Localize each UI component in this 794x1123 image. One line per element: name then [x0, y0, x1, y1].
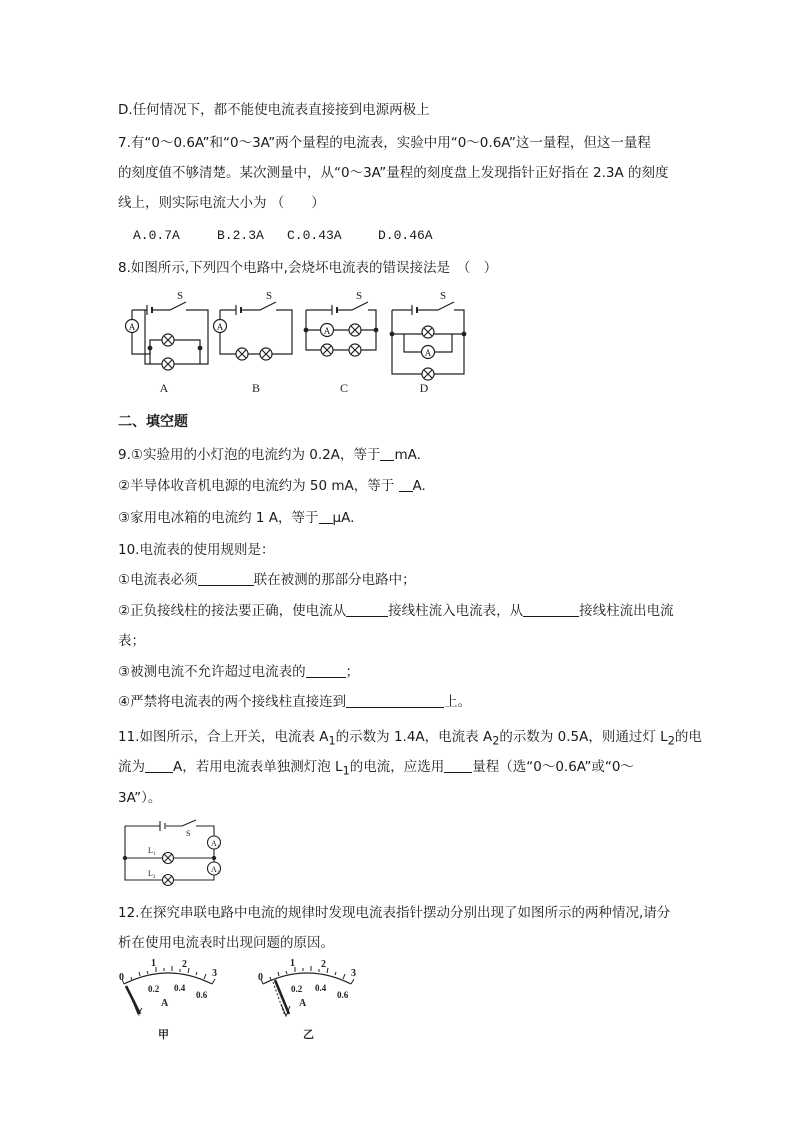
lamp-icon: [163, 853, 174, 864]
section-title: 二、填空题: [118, 414, 188, 430]
switch-label: S: [177, 290, 184, 302]
ammeter-a2-sub: 2: [217, 871, 220, 876]
lamp-icon: [163, 875, 174, 886]
q11-l2-a: 流为: [118, 759, 145, 775]
q10-rule2-cont: 表；: [118, 633, 145, 649]
q11-sub: 1: [342, 764, 350, 778]
lamp-l2-label: L: [148, 869, 153, 878]
q7-options: [133, 226, 433, 246]
q9-l3-text: ③家用电冰箱的电流约 1 A，等于: [118, 510, 319, 526]
switch-label: S: [356, 290, 363, 302]
q9-l2-text: ②半导体收音机电源的电流约为 50 mA，等于: [118, 478, 399, 494]
q9-l3-unit: μA.: [332, 510, 355, 526]
lamp-l1-sub: 1: [153, 852, 156, 857]
q9-l1-unit: mA.: [394, 447, 421, 463]
lamp-l1-label: L: [148, 846, 153, 855]
q7-option-a: A.0.7A: [133, 228, 180, 243]
switch-label: S: [266, 290, 273, 302]
ammeter-icon: A: [424, 348, 432, 358]
lamp-icon: [162, 358, 174, 370]
circuit-label-a: A: [159, 381, 169, 395]
q11-sub: 2: [492, 734, 500, 748]
q9-l1-text: 9.①实验用的小灯泡的电流约为 0.2A，等于: [118, 447, 381, 463]
lamp-icon: [422, 326, 434, 338]
q10-r1-text: ①电流表必须: [118, 572, 198, 588]
meter-caption-yi: 乙: [303, 1029, 314, 1041]
q11-line2: [118, 757, 634, 782]
q11-blank2: [444, 758, 472, 773]
q10-rule2: [118, 601, 674, 621]
meter-tick-0-6: 0.6: [196, 990, 208, 1000]
q10-blank2: [346, 602, 388, 617]
ammeter-icon: A: [323, 326, 331, 336]
meter-tick-0: 0: [258, 972, 263, 983]
meter-tick-2: 2: [182, 959, 187, 970]
circuit-d: [390, 302, 466, 380]
q10-rule1: [118, 570, 416, 590]
lamp-icon: [162, 334, 174, 346]
q11-sub: 1: [328, 734, 336, 748]
q7-option-b: B.2.3A: [217, 228, 264, 243]
lamp-icon: [349, 324, 361, 336]
meter-tick-2: 2: [321, 959, 326, 970]
meter-caption-jia: 甲: [158, 1029, 169, 1041]
q11-line1: [118, 727, 702, 752]
meter-tick-0: 0: [119, 972, 124, 983]
q10-blank5: [346, 693, 444, 708]
q11-l2-d: 量程（选“0～0.6A”或“0～: [472, 759, 634, 775]
q10-r3-tail: ；: [345, 664, 360, 680]
q7-option-d: D.0.46A: [378, 228, 433, 243]
ammeter-icon: A: [211, 839, 217, 848]
q11-line3: 3A”）。: [118, 790, 162, 806]
ammeter-a1-sub: 1: [217, 845, 220, 850]
q9-l2-unit: A.: [412, 478, 426, 494]
ammeter-icon: A: [128, 322, 136, 332]
meter-tick-1: 1: [151, 958, 156, 969]
q6-option-d: D.任何情况下，都不能使电流表直接接到电源两极上: [118, 102, 430, 118]
lamp-l2-sub: 2: [153, 875, 156, 880]
circuit-b: [214, 302, 293, 360]
q11-blank1: [145, 758, 173, 773]
circuit-label-c: C: [339, 381, 349, 395]
q10-r4-text: ④严禁将电流表的两个接线柱直接连到: [118, 694, 347, 710]
lamp-icon: [422, 368, 434, 380]
ammeter-icon: A: [216, 322, 224, 332]
meter-tick-3: 3: [212, 968, 217, 979]
q11-l1-b: 的示数为 1.4A，电流表 A: [335, 729, 493, 745]
q7-stem-line2: 的刻度值不够清楚。某次测量中，从“0～3A”量程的刻度盘上发现指针正好指在 2.3A 的刻度: [118, 165, 669, 181]
q10-blank1: [198, 571, 254, 586]
q9-line2: [118, 476, 426, 496]
q8-circuit-figure: [120, 288, 470, 400]
meter-tick-0-4: 0.4: [174, 983, 186, 993]
q9-blank3: [319, 509, 333, 524]
meter-tick-0-6: 0.6: [337, 990, 349, 1000]
q10-rule3: [118, 662, 359, 682]
lamp-icon: [321, 344, 333, 356]
q10-r4-tail: 上。: [444, 694, 472, 710]
q10-blank4: [306, 663, 346, 678]
switch-label: S: [186, 829, 191, 838]
meter-tick-1: 1: [290, 958, 295, 969]
circuit-a: [126, 302, 209, 370]
lamp-icon: [349, 344, 361, 356]
q10-blank3: [523, 602, 579, 617]
circuit-label-d: D: [419, 381, 429, 395]
q11-l2-c: 的电流，应选用: [349, 759, 445, 775]
ammeter-icon: A: [211, 865, 217, 874]
meter-unit: A: [161, 998, 169, 1009]
meter-tick-0-4: 0.4: [315, 983, 327, 993]
q10-rule4: [118, 692, 471, 712]
q10-r1-tail: 联在被测的那部分电路中；: [253, 572, 416, 588]
q7-stem-line3: 线上，则实际电流大小为 （ ）: [118, 195, 325, 211]
q12-stem-line1: 12.在探究串联电路中电流的规律时发现电流表指针摆动分别出现了如图所示的两种情况,请分: [118, 905, 671, 921]
meter-jia: [116, 958, 226, 1042]
q7-option-c: C.0.43A: [287, 228, 342, 243]
q11-l1-c: 的示数为 0.5A，则通过灯 L: [499, 729, 668, 745]
q10-stem: 10.电流表的使用规则是：: [118, 542, 275, 558]
meter-yi: [255, 958, 365, 1042]
meter-tick-0-2: 0.2: [291, 984, 303, 994]
q12-stem-line2: 析在使用电流表时出现问题的原因。: [118, 935, 334, 951]
q11-circuit-figure: [122, 818, 224, 888]
q11-l2-b: A，若用电流表单独测灯泡 L: [173, 759, 343, 775]
meter-tick-0-2: 0.2: [148, 984, 160, 994]
q11-l1-a: 11.如图所示，合上开关，电流表 A: [118, 729, 329, 745]
q11-l1-d: 的电: [674, 729, 702, 745]
lamp-icon: [260, 348, 272, 360]
meter-unit: A: [299, 998, 307, 1009]
q10-r2-mid: 接线柱流入电流表，从: [388, 603, 524, 619]
q9-blank2: [399, 477, 413, 492]
q7-stem-line1: 7.有“0～0.6A”和“0～3A”两个量程的电流表，实验中用“0～0.6A”这一量程，但这一量程: [118, 135, 651, 151]
q8-stem: 8.如图所示,下列四个电路中,会烧坏电流表的错误接法是 （ ）: [118, 260, 498, 276]
q11-sub: 2: [667, 734, 675, 748]
q10-r2-text: ②正负接线柱的接法要正确，使电流从: [118, 603, 347, 619]
q10-r3-text: ③被测电流不允许超过电流表的: [118, 664, 306, 680]
circuit-label-b: B: [251, 381, 261, 395]
q10-r2-tail: 接线柱流出电流: [579, 603, 674, 619]
q9-line3: [118, 508, 354, 528]
circuit-c: [304, 302, 378, 356]
q9-blank1: [380, 446, 394, 461]
lamp-icon: [236, 348, 248, 360]
meter-tick-3: 3: [351, 968, 356, 979]
q9-line1: [118, 445, 421, 465]
switch-label: S: [440, 290, 447, 302]
